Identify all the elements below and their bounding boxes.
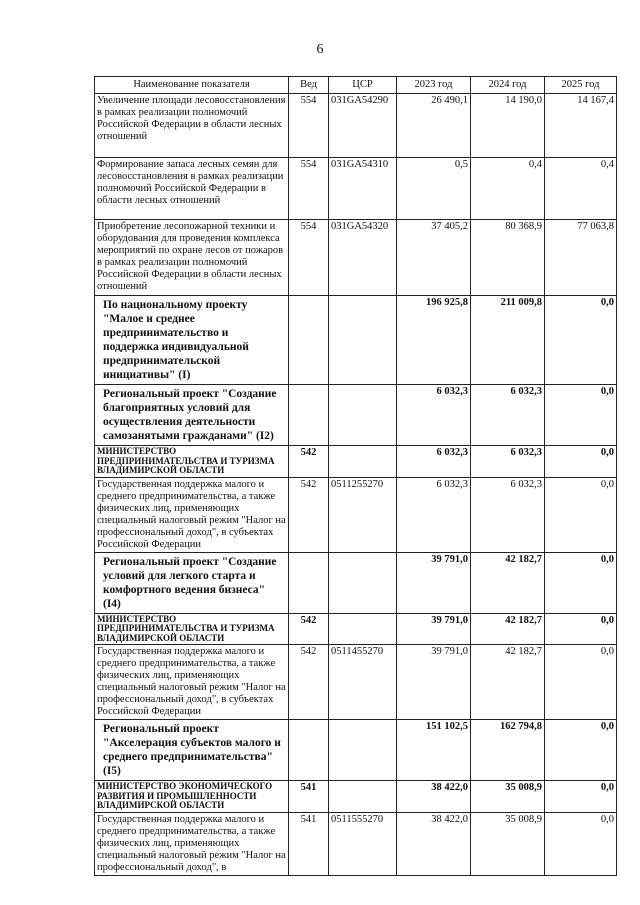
table-row (95, 94, 617, 158)
row-2025: 0,0 (545, 477, 617, 552)
row-2023: 39 791,0 (397, 645, 471, 720)
row-ved (289, 720, 329, 781)
row-2025: 0,0 (545, 296, 617, 385)
row-2025: 0,0 (545, 385, 617, 446)
row-name: Увеличение площади лесовосстановления в рамках реализации полномочий Российской Федерации в области лесных отношений (95, 94, 289, 158)
row-csr (329, 296, 397, 385)
table-row-ministry (95, 446, 617, 478)
row-2023: 0,5 (397, 158, 471, 220)
row-ved: 542 (289, 645, 329, 720)
row-2023: 38 422,0 (397, 781, 471, 813)
row-csr: 031GA54310 (329, 158, 397, 220)
row-2024: 42 182,7 (471, 613, 545, 645)
table-row-national-project (95, 296, 617, 385)
row-2025: 14 167,4 (545, 94, 617, 158)
row-2023: 39 791,0 (397, 613, 471, 645)
row-csr (329, 385, 397, 446)
row-ved: 542 (289, 477, 329, 552)
row-name: Приобретение лесопожарной техники и оборудования для проведения комплекса мероприятий по охране лесов от пожаров в рамках реализации полномочий Российской Федерации в области лесных отношений (95, 220, 289, 296)
row-name: МИНИСТЕРСТВО ЭКОНОМИЧЕСКОГО РАЗВИТИЯ И ПРОМЫШЛЕННОСТИ ВЛАДИМИРСКОЙ ОБЛАСТИ (95, 781, 289, 813)
scan-edge (0, 897, 640, 903)
row-ved: 541 (289, 781, 329, 813)
table-row-ministry (95, 781, 617, 813)
row-2023: 151 102,5 (397, 720, 471, 781)
row-2024: 6 032,3 (471, 446, 545, 478)
column-header-2023: 2023 год (397, 77, 471, 94)
row-2023: 196 925,8 (397, 296, 471, 385)
row-2024: 162 794,8 (471, 720, 545, 781)
budget-table (94, 76, 617, 876)
page-number: 6 (316, 42, 324, 57)
row-name: Государственная поддержка малого и среднего предпринимательства, а также физических лиц, применяющих специальный налоговый режим "Налог на профессиональный доход", в (95, 812, 289, 875)
row-2024: 211 009,8 (471, 296, 545, 385)
row-2023: 37 405,2 (397, 220, 471, 296)
row-2025: 0,0 (545, 645, 617, 720)
row-2025: 0,0 (545, 812, 617, 875)
table-row-ministry (95, 613, 617, 645)
table-row (95, 645, 617, 720)
row-2025: 0,0 (545, 613, 617, 645)
row-2023: 39 791,0 (397, 552, 471, 613)
row-ved (289, 296, 329, 385)
row-csr: 0511455270 (329, 645, 397, 720)
row-name: По национальному проекту "Малое и среднее предпринимательство и поддержка индивидуальной предпринимательской инициативы" (I) (95, 296, 289, 385)
row-csr (329, 781, 397, 813)
row-ved: 541 (289, 812, 329, 875)
table-row-regional-project (95, 552, 617, 613)
row-2023: 6 032,3 (397, 446, 471, 478)
column-header-2025: 2025 год (545, 77, 617, 94)
row-2024: 35 008,9 (471, 781, 545, 813)
row-ved: 554 (289, 94, 329, 158)
row-2023: 38 422,0 (397, 812, 471, 875)
row-csr: 031GA54320 (329, 220, 397, 296)
table-row (95, 477, 617, 552)
row-2024: 14 190,0 (471, 94, 545, 158)
row-2025: 0,0 (545, 552, 617, 613)
table-row (95, 220, 617, 296)
row-2024: 80 368,9 (471, 220, 545, 296)
row-name: Региональный проект "Создание условий для легкого старта и комфортного ведения бизнеса" (I4) (95, 552, 289, 613)
row-2024: 42 182,7 (471, 552, 545, 613)
row-name: МИНИСТЕРСТВО ПРЕДПРИНИМАТЕЛЬСТВА И ТУРИЗМА ВЛАДИМИРСКОЙ ОБЛАСТИ (95, 613, 289, 645)
row-ved (289, 552, 329, 613)
row-name: Государственная поддержка малого и среднего предпринимательства, а также физических лиц, применяющих специальный налоговый режим "Налог на профессиональный доход", в субъектах Российской Федерации (95, 477, 289, 552)
column-header-csr: ЦСР (329, 77, 397, 94)
table-header-row (95, 77, 617, 94)
row-ved: 542 (289, 613, 329, 645)
column-header-name: Наименование показателя (95, 77, 289, 94)
row-csr: 0511555270 (329, 812, 397, 875)
column-header-ved: Вед (289, 77, 329, 94)
table-row-regional-project (95, 385, 617, 446)
row-name: Государственная поддержка малого и среднего предпринимательства, а также физических лиц, применяющих специальный налоговый режим "Налог на профессиональный доход", в субъектах Российской Федерации (95, 645, 289, 720)
table-row (95, 158, 617, 220)
table-row-regional-project (95, 720, 617, 781)
row-2024: 6 032,3 (471, 385, 545, 446)
row-ved: 542 (289, 446, 329, 478)
row-2024: 6 032,3 (471, 477, 545, 552)
column-header-2024: 2024 год (471, 77, 545, 94)
row-name: Региональный проект "Акселерация субъектов малого и среднего предпринимательства" (I5) (95, 720, 289, 781)
row-csr: 0511255270 (329, 477, 397, 552)
row-ved (289, 385, 329, 446)
row-name: Региональный проект "Создание благоприятных условий для осуществления деятельности самозанятыми гражданами" (I2) (95, 385, 289, 446)
row-ved: 554 (289, 220, 329, 296)
row-name: Формирование запаса лесных семян для лесовосстановления в рамках реализации полномочий Российской Федерации в области лесных отношений (95, 158, 289, 220)
row-2024: 0,4 (471, 158, 545, 220)
row-csr: 031GA54290 (329, 94, 397, 158)
row-2024: 42 182,7 (471, 645, 545, 720)
row-2025: 0,0 (545, 781, 617, 813)
row-2023: 6 032,3 (397, 477, 471, 552)
row-2024: 35 008,9 (471, 812, 545, 875)
row-csr (329, 613, 397, 645)
row-2023: 6 032,3 (397, 385, 471, 446)
row-2025: 0,0 (545, 720, 617, 781)
row-csr (329, 552, 397, 613)
table-row (95, 812, 617, 875)
row-csr (329, 446, 397, 478)
row-name: МИНИСТЕРСТВО ПРЕДПРИНИМАТЕЛЬСТВА И ТУРИЗМА ВЛАДИМИРСКОЙ ОБЛАСТИ (95, 446, 289, 478)
row-2025: 77 063,8 (545, 220, 617, 296)
row-2025: 0,4 (545, 158, 617, 220)
row-ved: 554 (289, 158, 329, 220)
row-2025: 0,0 (545, 446, 617, 478)
row-csr (329, 720, 397, 781)
row-2023: 26 490,1 (397, 94, 471, 158)
